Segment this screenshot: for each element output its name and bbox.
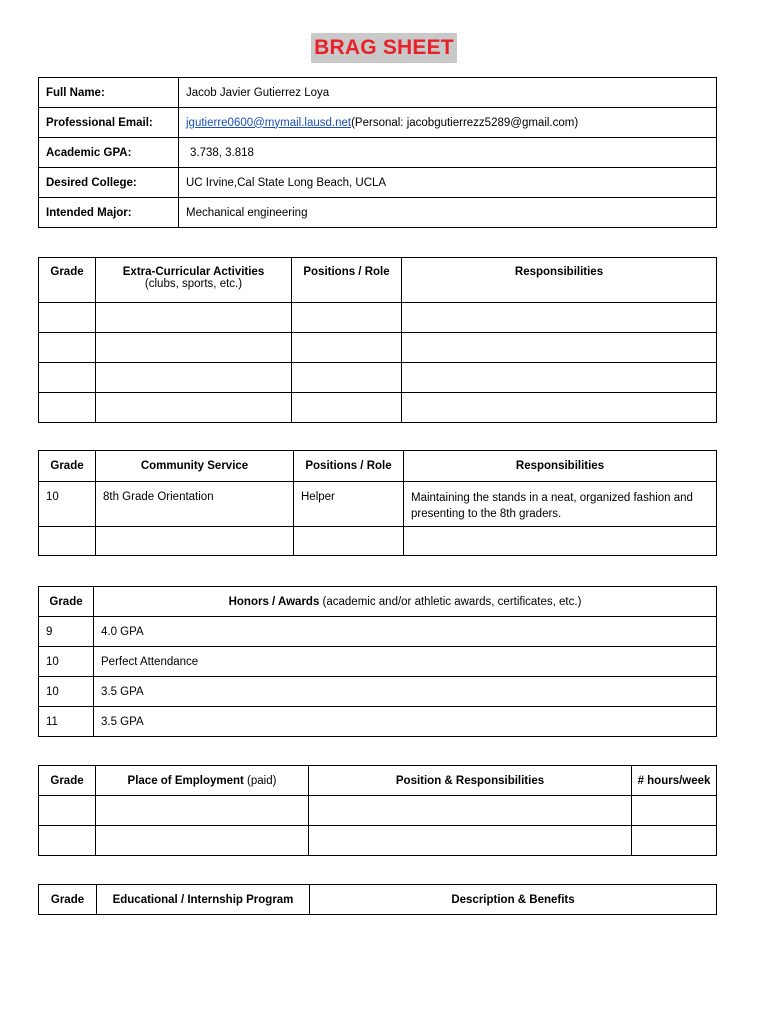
community-responsibilities-cell: Maintaining the stands in a neat, organized fashion and presenting to the 8th graders. [404,482,717,527]
educational-table [38,884,717,915]
gpa-value: 3.738, 3.818 [179,138,717,168]
table-cell[interactable] [292,363,402,393]
major-label: Intended Major: [39,198,179,228]
extracurricular-role-header: Positions / Role [292,258,402,303]
table-cell[interactable] [632,796,717,826]
community-role-cell: Helper [294,482,404,527]
title-wrap [0,33,768,63]
table-row [39,363,717,393]
table-cell[interactable] [96,333,292,363]
table-row [39,303,717,333]
community-service-cell: 8th Grade Orientation [96,482,294,527]
honors-award-cell: 3.5 GPA [94,707,717,737]
table-row [39,333,717,363]
table-row [39,527,717,556]
employment-table [38,765,717,856]
extracurricular-responsibilities-header: Responsibilities [402,258,717,303]
table-row [39,826,717,856]
table-cell[interactable] [294,527,404,556]
page-title: BRAG SHEET [311,33,457,63]
college-value: UC Irvine,Cal State Long Beach, UCLA [179,168,717,198]
employment-position-header: Position & Responsibilities [309,766,632,796]
table-cell[interactable] [309,796,632,826]
employment-hours-header: # hours/week [632,766,717,796]
educational-grade-header: Grade [39,885,97,915]
community-grade-cell: 10 [39,482,96,527]
full-name-row [39,78,717,108]
table-row [39,796,717,826]
extracurricular-header-row [39,258,717,303]
table-cell[interactable] [402,393,717,423]
community-service-table [38,450,717,556]
employment-place-header [96,766,309,796]
personal-info-table [38,77,717,228]
place-header-bold: Place of Employment [127,774,244,787]
table-cell[interactable] [39,303,96,333]
table-cell[interactable] [39,527,96,556]
email-value [179,108,717,138]
employment-grade-header: Grade [39,766,96,796]
major-value: Mechanical engineering [179,198,717,228]
honors-grade-cell: 9 [39,617,94,647]
community-responsibilities-header: Responsibilities [404,451,717,482]
table-cell[interactable] [96,527,294,556]
activity-header-text: Extra-Curricular Activities [122,266,265,278]
honors-header-bold: Honors / Awards [228,595,320,608]
educational-description-header: Description & Benefits [310,885,717,915]
table-row [39,482,717,527]
email-link[interactable]: jgutierre0600@mymail.lausd.net [186,116,352,129]
table-row [39,393,717,423]
community-header-row [39,451,717,482]
gpa-row [39,138,717,168]
gpa-label: Academic GPA: [39,138,179,168]
honors-header-row [39,587,717,617]
table-cell[interactable] [404,527,717,556]
table-cell[interactable] [39,826,96,856]
table-cell[interactable] [402,333,717,363]
extracurricular-grade-header: Grade [39,258,96,303]
table-cell[interactable] [96,796,309,826]
table-row [39,677,717,707]
email-label: Professional Email: [39,108,179,138]
major-row [39,198,717,228]
honors-grade-header: Grade [39,587,94,617]
place-header-rest: (paid) [243,774,277,787]
activity-header-subtext: (clubs, sports, etc.) [144,278,243,290]
table-cell[interactable] [96,363,292,393]
extracurricular-activity-header [96,258,292,303]
honors-grade-cell: 11 [39,707,94,737]
honors-award-cell: 4.0 GPA [94,617,717,647]
table-cell[interactable] [39,796,96,826]
honors-award-cell: Perfect Attendance [94,647,717,677]
email-row [39,108,717,138]
table-cell[interactable] [292,333,402,363]
table-cell[interactable] [39,393,96,423]
table-cell[interactable] [309,826,632,856]
college-row [39,168,717,198]
college-label: Desired College: [39,168,179,198]
employment-header-row [39,766,717,796]
table-cell[interactable] [402,303,717,333]
table-row [39,617,717,647]
email-personal: (Personal: jacobgutierrezz5289@gmail.com) [351,116,579,129]
honors-awards-header [94,587,717,617]
table-cell[interactable] [39,333,96,363]
educational-program-header: Educational / Internship Program [97,885,310,915]
honors-award-cell: 3.5 GPA [94,677,717,707]
full-name-label: Full Name: [39,78,179,108]
honors-header-rest: (academic and/or athletic awards, certificates, etc.) [319,595,582,608]
table-row [39,707,717,737]
full-name-value: Jacob Javier Gutierrez Loya [179,78,717,108]
table-cell[interactable] [96,303,292,333]
table-cell[interactable] [96,826,309,856]
table-cell[interactable] [632,826,717,856]
honors-grade-cell: 10 [39,677,94,707]
table-row [39,647,717,677]
community-role-header: Positions / Role [294,451,404,482]
table-cell[interactable] [402,363,717,393]
table-cell[interactable] [292,393,402,423]
educational-header-row [39,885,717,915]
extracurricular-table [38,257,717,423]
table-cell[interactable] [292,303,402,333]
table-cell[interactable] [96,393,292,423]
community-service-header: Community Service [96,451,294,482]
honors-grade-cell: 10 [39,647,94,677]
community-grade-header: Grade [39,451,96,482]
table-cell[interactable] [39,363,96,393]
honors-table [38,586,717,737]
